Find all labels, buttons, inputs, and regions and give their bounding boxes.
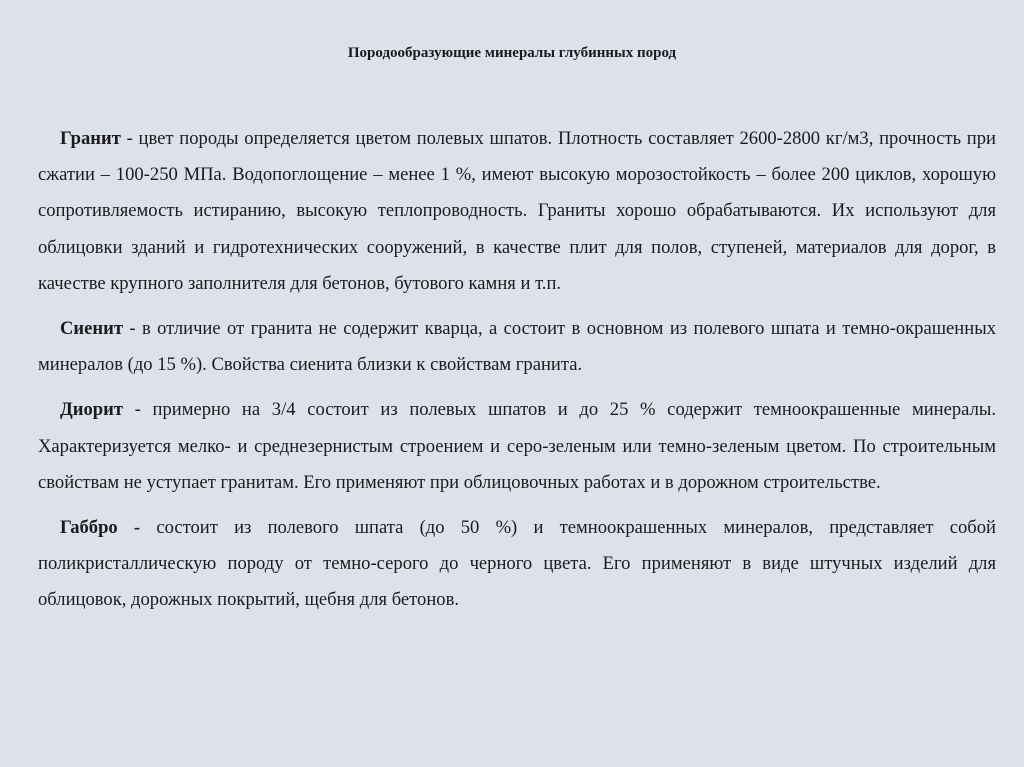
paragraph-text-syenite: - в отличие от гранита не содержит кварца, а состоит в основном из полевого шпата и темно-окрашенных минералов (до 15 %). Свойства сиенита близки к свойствам гранита. <box>38 318 996 376</box>
term-gabbro: Габбро - <box>60 517 141 539</box>
paragraph-text-gabbro: состоит из полевого шпата (до 50 %) и темноокрашенных минералов, представляет собой поликристаллическую породу от темно-серого до черного цвета. Его применяют в виде штучных изделий для облицовок, дорожных покрытий, щебня для бетонов. <box>38 517 996 611</box>
paragraph-text-diorite: - примерно на 3/4 состоит из полевых шпатов и до 25 % содержит темноокрашенные минералы. Характеризуется мелко- и среднезернистым строением и серо-зеленым или темно-зеленым цветом. По строительным свойствам не уступает гранитам. Его применяют при облицовочных работах и в дорожном строительстве. <box>38 399 996 493</box>
paragraph-text-granite: - цвет породы определяется цветом полевых шпатов. Плотность составляет 2600-2800 кг/м3, прочность при сжатии – 100-250 МПа. Водопоглощение – менее 1 %, имеют высокую морозостойкость – более 200 циклов, хорошую сопротивляемость истиранию, высокую теплопроводность. Граниты хорошо обрабатываются. Их используют для облицовки зданий и гидротехнических сооружений, в качестве плит для полов, ступеней, материалов для дорог, в качестве крупного заполнителя для бетонов, бутового камня и т.п. <box>38 128 996 294</box>
term-granite: Гранит <box>60 128 121 149</box>
page-title: Породообразующие минералы глубинных пород <box>347 45 677 61</box>
paragraph-syenite <box>38 311 996 383</box>
body-text <box>38 121 996 628</box>
paragraph-diorite <box>38 392 996 501</box>
paragraph-granite <box>38 121 996 302</box>
term-syenite: Сиенит <box>60 318 123 340</box>
term-diorite: Диорит <box>60 399 123 421</box>
paragraph-gabbro <box>38 510 996 619</box>
